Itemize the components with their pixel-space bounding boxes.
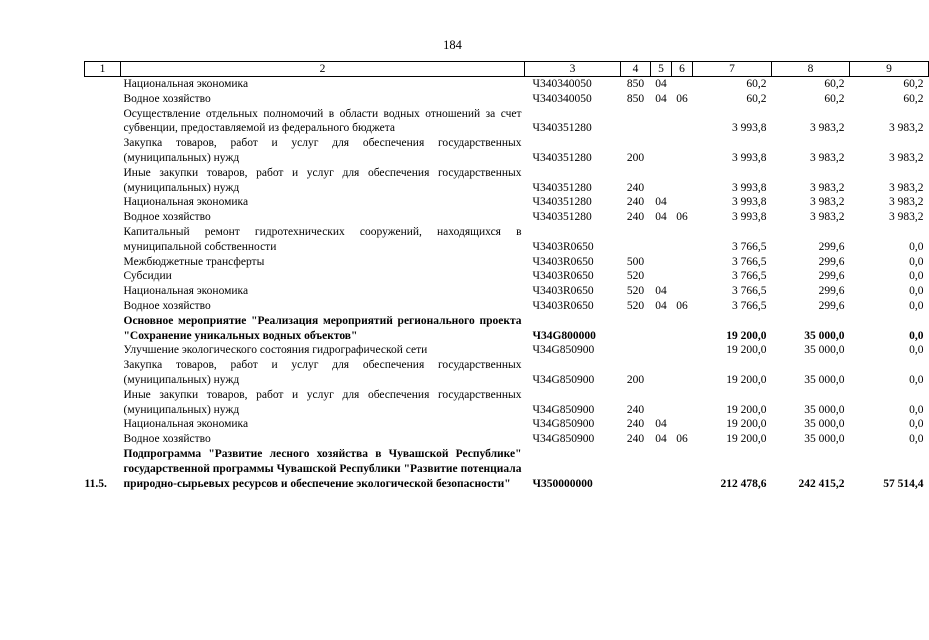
target-code-cell: Ч3403R0650: [532, 299, 594, 312]
row-number-cell: [85, 225, 121, 255]
target-code-cell: Ч34G850900: [532, 433, 595, 446]
section-cell: 04: [655, 299, 667, 312]
subsection-cell: [672, 225, 693, 255]
subsection-cell: [672, 269, 693, 284]
section-cell: [651, 107, 672, 137]
target-code-cell: Ч340340050: [532, 92, 592, 105]
row-number-cell: [85, 388, 121, 418]
table-row: [85, 388, 929, 418]
amount-cell-col7: 60,2: [746, 92, 767, 105]
expense-type-cell: [621, 107, 651, 137]
table-row: [85, 417, 929, 432]
amount-cell-col8: 60,2: [824, 78, 845, 90]
section-cell: [651, 343, 672, 358]
expense-type-cell: 520: [626, 270, 645, 283]
row-number-cell: [85, 255, 121, 270]
amount-cell-col7: 3 993,8: [732, 211, 767, 224]
amount-cell-col9: 60,2: [903, 92, 924, 105]
subsection-cell: [672, 255, 693, 270]
section-cell: [651, 314, 672, 344]
column-header: 1: [85, 62, 121, 77]
expense-type-cell: 240: [626, 181, 645, 194]
amount-cell-col8: 3 983,2: [810, 181, 845, 194]
table-row: [85, 314, 929, 344]
amount-cell-col8: 35 000,0: [804, 344, 845, 357]
section-cell: 04: [655, 78, 667, 90]
row-number-cell: [85, 77, 121, 92]
subsection-cell: [672, 447, 693, 491]
section-cell: [651, 269, 672, 284]
item-name-cell: Закупка товаров, работ и услуг для обеспечения государственных (муниципальных) нужд: [123, 137, 522, 164]
amount-cell-col9: 0,0: [909, 255, 924, 268]
row-number-cell: [85, 166, 121, 196]
amount-cell-col7: 212 478,6: [720, 477, 767, 490]
expense-type-cell: 240: [626, 211, 645, 224]
table-row: [85, 269, 929, 284]
table-row: [85, 447, 929, 491]
expense-type-cell: 240: [626, 403, 645, 416]
subsection-cell: [672, 314, 693, 344]
budget-table: [84, 61, 929, 491]
row-number-cell: [85, 210, 121, 225]
table-row: [85, 136, 929, 166]
amount-cell-col7: 3 993,8: [732, 196, 767, 209]
subsection-cell: 06: [676, 299, 688, 312]
item-name-cell: Иные закупки товаров, работ и услуг для обеспечения государственных (муниципальных) нужд: [123, 166, 522, 194]
section-cell: 04: [655, 418, 667, 431]
amount-cell-col7: 19 200,0: [726, 403, 767, 416]
table-body: [85, 77, 929, 492]
expense-type-cell: [621, 343, 651, 358]
amount-cell-col9: 60,2: [903, 78, 924, 90]
amount-cell-col9: 0,0: [909, 344, 924, 357]
expense-type-cell: 520: [626, 299, 645, 312]
target-code-cell: Ч340351280: [532, 196, 592, 209]
expense-type-cell: 240: [626, 418, 645, 431]
subsection-cell: [672, 195, 693, 210]
amount-cell-col9: 3 983,2: [889, 196, 924, 209]
expense-type-cell: [621, 314, 651, 344]
target-code-cell: Ч340351280: [532, 151, 592, 164]
row-number-cell: [85, 432, 121, 447]
amount-cell-col9: 0,0: [909, 433, 924, 446]
table-row: [85, 225, 929, 255]
row-number-cell: [85, 299, 121, 314]
section-cell: 04: [655, 196, 667, 209]
expense-type-cell: 240: [626, 196, 645, 209]
table-row: [85, 284, 929, 299]
table-row: [85, 343, 929, 358]
subsection-cell: [672, 343, 693, 358]
page-number: 184: [443, 38, 462, 52]
row-number-cell: [85, 417, 121, 432]
amount-cell-col8: 3 983,2: [810, 196, 845, 209]
target-code-cell: Ч34G850900: [532, 418, 595, 431]
table-header: [85, 62, 929, 77]
item-name-cell: Субсидии: [123, 270, 172, 283]
table-row: [85, 166, 929, 196]
item-name-cell: Подпрограмма "Развитие лесного хозяйства в Чувашской Республике" государственной программы Чувашской Республики "Развитие потенциала природно-сырьевых ресурсов и обеспечение экологической безопасности": [123, 447, 522, 490]
expense-type-cell: [621, 225, 651, 255]
section-cell: 04: [655, 285, 667, 298]
expense-type-cell: 850: [626, 92, 645, 105]
row-number-cell: [85, 195, 121, 210]
item-name-cell: Водное хозяйство: [123, 92, 211, 105]
column-header: 3: [525, 62, 621, 77]
subsection-cell: 06: [676, 211, 688, 224]
amount-cell-col7: 19 200,0: [726, 418, 767, 431]
section-cell: [651, 447, 672, 491]
target-code-cell: Ч3403R0650: [532, 255, 594, 268]
subsection-cell: [672, 77, 693, 92]
row-number-cell: 11.5.: [84, 477, 107, 490]
row-number-cell: [85, 314, 121, 344]
subsection-cell: 06: [676, 433, 688, 446]
row-number-cell: [85, 107, 121, 137]
item-name-cell: Национальная экономика: [123, 196, 249, 209]
amount-cell-col9: 0,0: [909, 373, 924, 386]
expense-type-cell: 200: [626, 373, 645, 386]
amount-cell-col9: 0,0: [909, 403, 924, 416]
target-code-cell: Ч3403R0650: [532, 240, 594, 253]
amount-cell-col9: 57 514,4: [883, 477, 924, 490]
amount-cell-col9: 0,0: [909, 270, 924, 283]
amount-cell-col9: 0,0: [909, 329, 924, 342]
target-code-cell: Ч340351280: [532, 211, 592, 224]
table-row: [85, 195, 929, 210]
amount-cell-col8: 35 000,0: [804, 329, 845, 342]
amount-cell-col8: 35 000,0: [804, 433, 845, 446]
item-name-cell: Водное хозяйство: [123, 211, 211, 224]
item-name-cell: Водное хозяйство: [123, 433, 211, 446]
amount-cell-col7: 3 993,8: [732, 151, 767, 164]
subsection-cell: [672, 166, 693, 196]
item-name-cell: Улучшение экологического состояния гидрографической сети: [123, 344, 428, 357]
expense-type-cell: [621, 447, 651, 491]
table-row: [85, 210, 929, 225]
subsection-cell: [672, 358, 693, 388]
column-header: 8: [772, 62, 850, 77]
amount-cell-col9: 3 983,2: [889, 151, 924, 164]
amount-cell-col7: 60,2: [746, 78, 767, 90]
subsection-cell: [672, 107, 693, 137]
subsection-cell: [672, 388, 693, 418]
table-row: [85, 77, 929, 92]
expense-type-cell: 200: [626, 151, 645, 164]
target-code-cell: Ч34G800000: [532, 329, 596, 342]
amount-cell-col7: 3 993,8: [732, 122, 767, 135]
section-cell: [651, 225, 672, 255]
subsection-cell: [672, 417, 693, 432]
section-cell: [651, 358, 672, 388]
amount-cell-col9: 0,0: [909, 299, 924, 312]
target-code-cell: Ч350000000: [532, 477, 593, 490]
expense-type-cell: 850: [626, 78, 645, 90]
amount-cell-col9: 0,0: [909, 285, 924, 298]
row-number-cell: [85, 284, 121, 299]
amount-cell-col9: 0,0: [909, 418, 924, 431]
row-number-cell: [85, 269, 121, 284]
item-name-cell: Водное хозяйство: [123, 299, 211, 312]
amount-cell-col8: 242 415,2: [798, 477, 845, 490]
table-row: [85, 107, 929, 137]
table-row: [85, 299, 929, 314]
table-row: [85, 432, 929, 447]
amount-cell-col8: 60,2: [824, 92, 845, 105]
section-cell: [651, 136, 672, 166]
subsection-cell: 06: [676, 92, 688, 105]
amount-cell-col8: 3 983,2: [810, 151, 845, 164]
section-cell: [651, 166, 672, 196]
amount-cell-col8: 299,6: [818, 285, 845, 298]
column-header: 7: [693, 62, 772, 77]
item-name-cell: Межбюджетные трансферты: [123, 255, 265, 268]
amount-cell-col7: 3 766,5: [732, 285, 767, 298]
column-header: 4: [621, 62, 651, 77]
amount-cell-col8: 299,6: [818, 270, 845, 283]
target-code-cell: Ч3403R0650: [532, 285, 594, 298]
target-code-cell: Ч340340050: [532, 78, 592, 90]
amount-cell-col7: 3 766,5: [732, 270, 767, 283]
expense-type-cell: 240: [626, 433, 645, 446]
item-name-cell: Осуществление отдельных полномочий в области водных отношений за счет субвенции, предоставляемой из федерального бюджета: [123, 107, 522, 135]
amount-cell-col9: 0,0: [909, 240, 924, 253]
amount-cell-col7: 3 766,5: [732, 240, 767, 253]
amount-cell-col8: 299,6: [818, 299, 845, 312]
item-name-cell: Капитальный ремонт гидротехнических сооружений, находящихся в муниципальной собственности: [123, 225, 522, 253]
row-number-cell: [85, 358, 121, 388]
target-code-cell: Ч340351280: [532, 181, 592, 194]
item-name-cell: Иные закупки товаров, работ и услуг для обеспечения государственных (муниципальных) нужд: [123, 388, 522, 416]
amount-cell-col8: 3 983,2: [810, 122, 845, 135]
amount-cell-col8: 299,6: [818, 255, 845, 268]
amount-cell-col7: 19 200,0: [726, 433, 767, 446]
section-cell: 04: [655, 211, 667, 224]
column-header: 2: [121, 62, 525, 77]
expense-type-cell: 500: [626, 255, 645, 268]
target-code-cell: Ч34G850900: [532, 403, 595, 416]
subsection-cell: [672, 284, 693, 299]
amount-cell-col8: 35 000,0: [804, 418, 845, 431]
item-name-cell: Закупка товаров, работ и услуг для обеспечения государственных (муниципальных) нужд: [123, 359, 522, 386]
column-header: 6: [672, 62, 693, 77]
section-cell: [651, 388, 672, 418]
amount-cell-col7: 19 200,0: [726, 329, 767, 342]
row-number-cell: [85, 136, 121, 166]
row-number-cell: [85, 92, 121, 107]
item-name-cell: Национальная экономика: [123, 418, 249, 431]
amount-cell-col8: 35 000,0: [804, 403, 845, 416]
target-code-cell: Ч34G850900: [532, 373, 595, 386]
table-row: [85, 358, 929, 388]
amount-cell-col7: 3 993,8: [732, 181, 767, 194]
amount-cell-col9: 3 983,2: [889, 122, 924, 135]
expense-type-cell: 520: [626, 285, 645, 298]
amount-cell-col8: 35 000,0: [804, 373, 845, 386]
item-name-cell: Национальная экономика: [123, 285, 249, 298]
table-row: [85, 92, 929, 107]
section-cell: 04: [655, 92, 667, 105]
amount-cell-col7: 3 766,5: [732, 255, 767, 268]
amount-cell-col9: 3 983,2: [889, 211, 924, 224]
amount-cell-col8: 299,6: [818, 240, 845, 253]
amount-cell-col9: 3 983,2: [889, 181, 924, 194]
target-code-cell: Ч3403R0650: [532, 270, 594, 283]
target-code-cell: Ч34G850900: [532, 344, 595, 357]
amount-cell-col7: 3 766,5: [732, 299, 767, 312]
table-row: [85, 255, 929, 270]
subsection-cell: [672, 136, 693, 166]
amount-cell-col7: 19 200,0: [726, 344, 767, 357]
row-number-cell: [85, 343, 121, 358]
amount-cell-col7: 19 200,0: [726, 373, 767, 386]
amount-cell-col8: 3 983,2: [810, 211, 845, 224]
item-name-cell: Основное мероприятие "Реализация мероприятий регионального проекта "Сохранение уникальных водных объектов": [123, 314, 522, 342]
item-name-cell: Национальная экономика: [123, 78, 249, 90]
section-cell: [651, 255, 672, 270]
column-header: 5: [651, 62, 672, 77]
section-cell: 04: [655, 433, 667, 446]
target-code-cell: Ч340351280: [532, 122, 592, 135]
column-header: 9: [850, 62, 929, 77]
